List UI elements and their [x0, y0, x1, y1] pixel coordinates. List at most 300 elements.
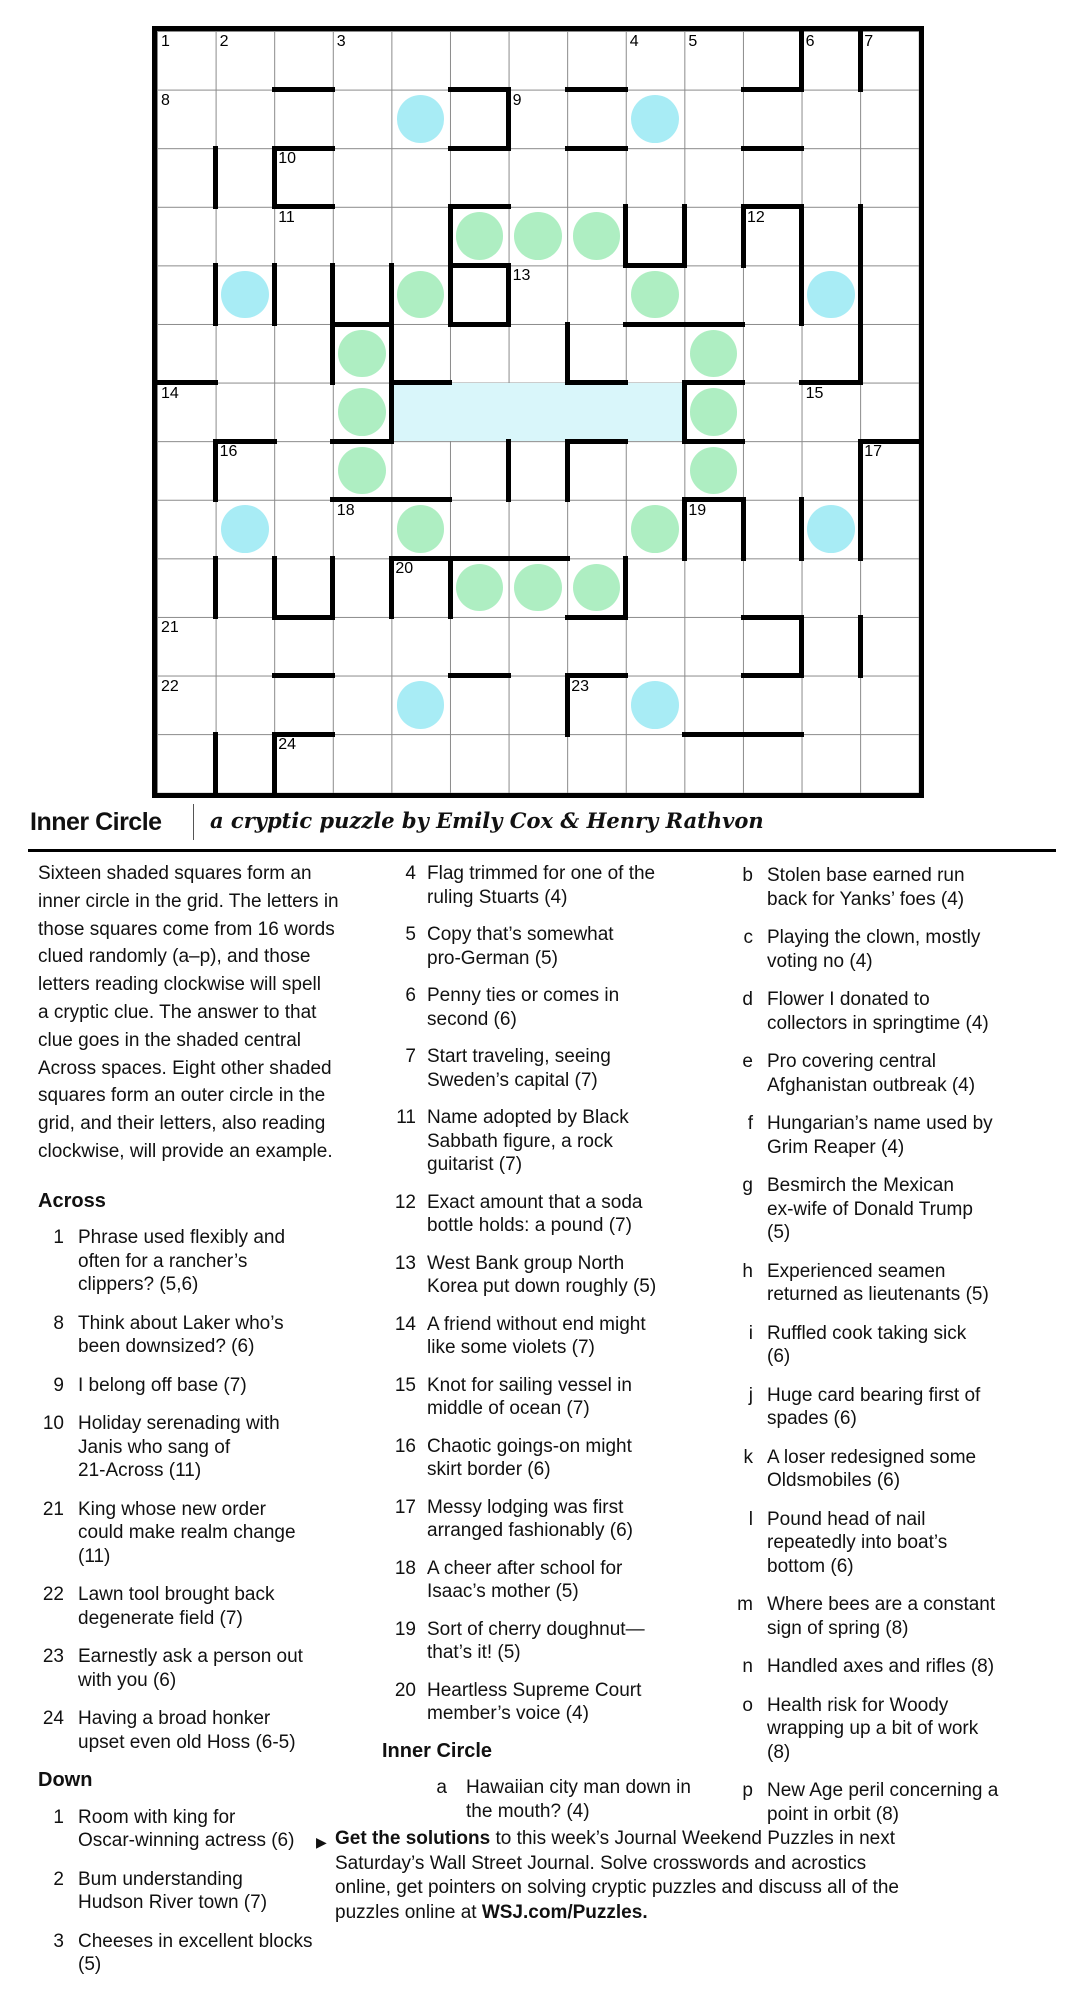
crossword-grid[interactable] — [152, 26, 924, 798]
clue-line: bottle holds: a pound (7) — [427, 1215, 632, 1236]
grid-cell-number: 8 — [161, 91, 170, 109]
outer-circle-cell[interactable] — [807, 271, 855, 319]
solutions-text: puzzles online at — [335, 1901, 482, 1923]
grid-cell-number: 23 — [571, 677, 589, 695]
inner-circle-cell[interactable] — [456, 564, 504, 612]
clue-line: Flag trimmed for one of the — [427, 863, 656, 884]
clue-line: guitarist (7) — [427, 1154, 523, 1175]
clue-line: West Bank group North — [427, 1252, 625, 1274]
clue-number: e — [742, 1051, 753, 1072]
grid-bar — [858, 322, 863, 386]
clue-number: p — [742, 1780, 753, 1801]
grid-bar — [506, 87, 511, 151]
clue[interactable] — [640, 926, 1084, 973]
grid-bar — [506, 439, 511, 503]
inner-circle-cell[interactable] — [397, 271, 445, 319]
clue-number: a — [436, 1777, 447, 1798]
clue-line: Hudson River town (7) — [78, 1892, 268, 1914]
grid-bar — [448, 263, 512, 268]
clue-line: A friend without end might — [427, 1313, 646, 1335]
clue[interactable] — [38, 1930, 368, 1977]
grid-bar — [799, 29, 804, 93]
outer-circle-cell[interactable] — [631, 681, 679, 729]
grid-bar — [799, 497, 804, 561]
inner-circle-heading: Inner Circle — [382, 1739, 493, 1762]
clue[interactable] — [38, 1645, 368, 1692]
clue[interactable] — [640, 1050, 1084, 1097]
grid-cell-number: 16 — [219, 443, 238, 461]
grid-bar — [741, 497, 746, 561]
grid-cell-number: 10 — [278, 150, 296, 168]
clue-number: 14 — [394, 1313, 416, 1335]
clue[interactable] — [640, 1446, 1084, 1493]
clue-line: Having a broad honker — [78, 1708, 271, 1730]
inner-circle-cell[interactable] — [397, 505, 445, 553]
clue[interactable] — [38, 1374, 368, 1398]
solutions-note — [318, 1827, 1058, 1925]
clue[interactable] — [640, 1593, 1084, 1640]
grid-cell-number: 21 — [161, 619, 179, 636]
clue-line: returned as lieutenants (5) — [767, 1284, 989, 1305]
clue-number: 8 — [53, 1312, 64, 1334]
grid-bar — [272, 732, 277, 796]
clue-line: I belong off base (7) — [78, 1374, 247, 1396]
clue-line: ex-wife of Donald Trump — [767, 1198, 973, 1220]
grid-bar — [330, 322, 335, 386]
grid-bar — [330, 263, 335, 327]
solutions-line — [318, 1901, 1058, 1926]
solutions-text: to this week’s Journal Weekend Puzzles in next — [490, 1828, 896, 1849]
clue-line: spades (6) — [767, 1408, 857, 1429]
clue-number: 15 — [394, 1374, 416, 1396]
clue-line: Holiday serenading with — [78, 1413, 280, 1435]
grid-bar — [741, 146, 805, 151]
inner-circle-cell[interactable] — [514, 564, 562, 612]
grid-bar — [330, 439, 394, 444]
grid-bar — [565, 439, 629, 444]
intro-line: clockwise, will provide an example. — [38, 1140, 333, 1162]
clue-line: ruling Stuarts (4) — [427, 886, 568, 908]
clue-number: 12 — [394, 1191, 416, 1213]
clue-number: c — [743, 927, 753, 948]
grid-cell-number: 7 — [864, 33, 874, 50]
grid-cell-number: 9 — [512, 91, 522, 109]
grid-bar — [389, 497, 453, 502]
grid-cell-number: 17 — [864, 443, 882, 461]
clue-line: repeatedly into boat’s — [767, 1532, 948, 1553]
title-rule — [28, 849, 1056, 852]
grid-bar — [272, 615, 336, 620]
grid-bar — [389, 556, 394, 620]
grid-bar — [682, 380, 746, 385]
clue-line: Hawaiian city man down in — [466, 1777, 691, 1798]
grid-bar — [623, 263, 687, 268]
clue-number: n — [742, 1656, 753, 1677]
grid-bar — [213, 732, 218, 796]
clue-line: 21-Across (11) — [78, 1460, 202, 1482]
grid-bar — [389, 263, 394, 327]
grid-bar — [682, 380, 687, 444]
clue-line: Pound head of nail — [767, 1508, 926, 1530]
grid-bar — [506, 263, 511, 327]
clue-number: 7 — [405, 1046, 416, 1067]
clue-number: f — [747, 1113, 753, 1134]
grid-cell-number: 19 — [688, 501, 707, 519]
grid-bar — [682, 439, 746, 444]
clue-line: member’s voice (4) — [427, 1703, 589, 1724]
clue-line: often for a rancher’s — [78, 1250, 248, 1272]
clue-line: Playing the clown, mostly — [767, 927, 981, 948]
grid-bar — [741, 615, 805, 620]
grid-bar — [389, 380, 453, 385]
clue-line: Afghanistan outbreak (4) — [767, 1074, 976, 1096]
clue-line: with you (6) — [78, 1669, 177, 1691]
solutions-line: online, get pointers on solving cryptic puzzles and discuss all of the — [335, 1877, 899, 1898]
clue-line: Sort of cherry doughnut— — [427, 1618, 645, 1640]
clue-number: 6 — [405, 985, 416, 1006]
clue-line: skirt border (6) — [427, 1459, 551, 1480]
intro-line: inner circle in the grid. The letters in — [38, 890, 339, 912]
inner-circle-cell[interactable] — [514, 212, 562, 260]
clue-line: back for Yanks’ foes (4) — [767, 888, 965, 910]
clue-line: Pro covering central — [767, 1051, 936, 1072]
clue-line: could make realm change — [78, 1522, 296, 1544]
clue-line: Think about Laker who’s — [78, 1312, 284, 1334]
clue-number: 2 — [53, 1868, 64, 1890]
clue-line: A loser redesigned some — [767, 1446, 977, 1468]
clue-line: Grim Reaper (4) — [767, 1136, 905, 1158]
grid-bar — [272, 673, 336, 678]
clue-number: 18 — [394, 1557, 416, 1579]
grid-bar — [565, 380, 629, 385]
grid-bar — [741, 204, 746, 268]
clue-number: h — [742, 1260, 753, 1282]
clue-line: voting no (4) — [767, 950, 873, 972]
clue-line: Huge card bearing first of — [767, 1384, 981, 1406]
grid-bar — [623, 322, 687, 327]
grid-bar — [858, 615, 863, 679]
clue-number: 4 — [405, 863, 416, 884]
inner-circle-cell[interactable] — [631, 505, 679, 553]
grid-bar — [330, 322, 394, 327]
grid-cell-number: 3 — [336, 33, 346, 50]
grid-bar — [565, 146, 629, 151]
clue-line: (8) — [767, 1741, 791, 1763]
clue-line: upset even old Hoss (6-5) — [78, 1731, 296, 1753]
puzzle-byline: a cryptic puzzle by Emily Cox & Henry Rathvon — [210, 808, 764, 833]
clue-number: b — [742, 865, 753, 886]
clue-line: wrapping up a bit of work — [767, 1718, 979, 1739]
across-heading: Across — [38, 1189, 106, 1212]
clue[interactable] — [38, 1412, 368, 1483]
grid-bar — [565, 439, 570, 503]
inner-circle-cell[interactable] — [690, 330, 738, 378]
clue-line: New Age peril concerning a — [767, 1780, 999, 1801]
clue-line: Oldsmobiles (6) — [767, 1470, 901, 1491]
clue[interactable] — [640, 1694, 1084, 1765]
grid-bar — [858, 439, 863, 503]
grid-cell-number: 1 — [161, 33, 170, 50]
intro-line: those squares come from 16 words — [38, 918, 335, 940]
grid-bar — [448, 322, 512, 327]
grid-bar — [682, 497, 687, 561]
clue-line: Name adopted by Black — [427, 1107, 629, 1128]
intro-line: clue goes in the shaded central — [38, 1029, 302, 1051]
grid-bar — [448, 556, 453, 620]
solutions-line: Saturday’s Wall Street Journal. Solve crosswords and acrostics — [335, 1852, 867, 1874]
clue-number: 9 — [53, 1374, 64, 1396]
clue-line: Exact amount that a soda — [427, 1191, 643, 1213]
intro-line: clued randomly (a–p), and those — [38, 946, 311, 968]
grid-cell-number: 22 — [161, 677, 179, 695]
grid-bar — [623, 556, 628, 620]
clue[interactable] — [640, 1508, 1084, 1579]
clue-number: 21 — [42, 1498, 64, 1520]
intro-line: letters reading clockwise will spell — [38, 974, 321, 996]
clue-number: d — [742, 989, 753, 1010]
clue-line: sign of spring (8) — [767, 1617, 909, 1639]
grid-bar — [389, 380, 394, 444]
clue-number: o — [742, 1694, 753, 1716]
clue-line: Phrase used flexibly and — [78, 1227, 286, 1249]
clue-line: Heartless Supreme Court — [427, 1679, 642, 1701]
grid-bar — [682, 204, 687, 268]
inner-circle-cell[interactable] — [690, 388, 738, 436]
clue-number: g — [742, 1175, 753, 1196]
clue[interactable] — [640, 864, 1084, 911]
clue[interactable] — [38, 1498, 368, 1569]
clue-number: 22 — [42, 1584, 64, 1606]
solutions-bold: Get the solutions — [335, 1828, 491, 1849]
clue[interactable] — [640, 1174, 1084, 1245]
clue-line: Cheeses in excellent blocks — [78, 1930, 313, 1952]
clue-line: Isaac’s mother (5) — [427, 1581, 579, 1602]
clue[interactable] — [640, 1384, 1084, 1431]
clue-line: Knot for sailing vessel in — [427, 1374, 632, 1396]
clue-line: Start traveling, seeing — [427, 1046, 611, 1067]
clue-line: collectors in springtime (4) — [767, 1012, 989, 1034]
clue-number: 13 — [394, 1252, 416, 1274]
arrow-bullet-icon: ▶ — [316, 1834, 327, 1850]
clue-line: Earnestly ask a person out — [78, 1646, 303, 1668]
clue-number: m — [737, 1594, 753, 1615]
clue-line: A cheer after school for — [427, 1557, 623, 1579]
grid-bar — [448, 204, 512, 209]
clue[interactable] — [38, 1312, 368, 1359]
clue-line: Oscar-winning actress (6) — [78, 1830, 295, 1852]
clue-line: (5) — [767, 1222, 791, 1243]
clue-number: 20 — [394, 1679, 416, 1701]
grid-bar — [272, 263, 277, 327]
clue-line: Sweden’s capital (7) — [427, 1069, 598, 1091]
right-column — [640, 864, 1084, 1841]
inner-circle-cell[interactable] — [690, 447, 738, 495]
clue-line: been downsized? (6) — [78, 1336, 255, 1358]
grid-bar — [858, 497, 863, 561]
grid-bar — [682, 322, 746, 327]
clue-line: Bum understanding — [78, 1868, 243, 1890]
grid-bar — [623, 204, 628, 268]
clue-line: Janis who sang of — [78, 1436, 231, 1458]
clue-line: Lawn tool brought back — [78, 1584, 275, 1606]
intro-line: Sixteen shaded squares form an — [38, 863, 312, 884]
clue-line: that’s it! (5) — [427, 1642, 521, 1663]
grid-bar — [565, 615, 629, 620]
clue-line: Room with king for — [78, 1806, 236, 1828]
grid-bar — [799, 263, 804, 327]
grid-bar — [506, 556, 570, 561]
outer-circle-cell[interactable] — [631, 95, 679, 143]
instructions-paragraph — [38, 860, 368, 1166]
grid-bar — [448, 146, 512, 151]
clue-line: Chaotic goings-on might — [427, 1435, 632, 1457]
grid-bar — [858, 263, 863, 327]
clue-line: Ruffled cook taking sick — [767, 1322, 967, 1344]
grid-cell-number: 13 — [512, 267, 531, 285]
clue-line: clippers? (5,6) — [78, 1274, 199, 1296]
clue-number: 24 — [42, 1708, 64, 1730]
grid-bar — [213, 439, 218, 503]
grid-bar — [272, 556, 277, 620]
clue-number: 5 — [405, 924, 416, 945]
clue-line: second (6) — [427, 1008, 517, 1030]
clue-line: point in orbit (8) — [767, 1803, 900, 1825]
grid-bar — [741, 87, 805, 92]
clue-line: Besmirch the Mexican — [767, 1175, 954, 1196]
inner-circle-cell[interactable] — [573, 564, 621, 612]
grid-bar — [741, 673, 805, 678]
grid-cell-number: 18 — [336, 501, 355, 519]
inner-circle-cell[interactable] — [338, 388, 386, 436]
grid-cell-number: 4 — [629, 33, 639, 50]
title-divider — [193, 804, 194, 840]
clue-line: Experienced seamen — [767, 1260, 946, 1282]
clue[interactable] — [640, 1112, 1084, 1159]
grid-bar — [565, 322, 570, 386]
solutions-line — [318, 1827, 1058, 1852]
grid-bar — [799, 615, 804, 679]
clue-line: King whose new order — [78, 1498, 266, 1520]
grid-cell-number: 15 — [805, 384, 824, 402]
clue-line: Stolen base earned run — [767, 865, 965, 886]
grid-bar — [213, 146, 218, 210]
clue-line: Handled axes and rifles (8) — [767, 1656, 995, 1677]
clue[interactable] — [640, 1322, 1084, 1369]
intro-line: squares form an outer circle in the — [38, 1085, 326, 1107]
clue-number: 11 — [396, 1107, 416, 1128]
clue-number: 10 — [42, 1413, 64, 1435]
grid-cell-number: 6 — [805, 33, 815, 50]
left-column — [38, 860, 368, 1992]
grid-bar — [448, 556, 512, 561]
clue-line: middle of ocean (7) — [427, 1398, 590, 1419]
inner-circle-cell[interactable] — [631, 271, 679, 319]
center-answer-strip[interactable] — [391, 383, 684, 442]
clue[interactable] — [640, 1779, 1084, 1826]
clue-number: k — [743, 1446, 753, 1468]
clue[interactable] — [38, 1707, 368, 1754]
letter-clue-list — [640, 864, 1084, 1826]
solutions-link[interactable]: WSJ.com/Puzzles. — [481, 1901, 648, 1923]
intro-line: grid, and their letters, also reading — [38, 1113, 326, 1135]
clue-number: 1 — [53, 1227, 64, 1249]
grid-bar — [565, 673, 570, 737]
outer-circle-cell[interactable] — [397, 95, 445, 143]
inner-circle-cell[interactable] — [338, 447, 386, 495]
grid-bar — [272, 146, 277, 210]
grid-cell-number: 12 — [747, 208, 765, 226]
clue[interactable] — [640, 1260, 1084, 1307]
clue-line: the mouth? (4) — [466, 1800, 590, 1822]
clue-line: arranged fashionably (6) — [427, 1520, 633, 1541]
clue-number: i — [748, 1322, 753, 1344]
across-clue-list — [38, 1226, 368, 1754]
grid-bar — [448, 263, 453, 327]
outer-circle-cell[interactable] — [221, 271, 269, 319]
inner-circle-cell[interactable] — [456, 212, 504, 260]
clue[interactable] — [38, 1226, 368, 1297]
clue-line: Copy that’s somewhat — [427, 924, 614, 945]
grid-bar — [858, 204, 863, 268]
down-heading: Down — [38, 1769, 93, 1792]
outer-circle-cell[interactable] — [397, 681, 445, 729]
intro-line: a cryptic clue. The answer to that — [38, 1001, 317, 1023]
clue-number: 1 — [53, 1806, 64, 1828]
inner-circle-cell[interactable] — [338, 330, 386, 378]
grid-bar — [858, 29, 863, 93]
clue-line: bottom (6) — [767, 1555, 854, 1577]
grid-cell-number: 14 — [161, 384, 179, 402]
clue-number: 19 — [394, 1618, 416, 1640]
clue-line: Penny ties or comes in — [427, 985, 620, 1006]
puzzle-title: Inner Circle — [30, 808, 162, 836]
grid-bar — [272, 87, 336, 92]
clue-line: (5) — [78, 1954, 102, 1976]
clue[interactable] — [640, 1655, 1084, 1679]
clue-line: Messy lodging was first — [427, 1496, 624, 1518]
grid-bar — [799, 204, 804, 268]
outer-circle-cell[interactable] — [807, 505, 855, 553]
grid-bar — [389, 322, 394, 386]
clue-number: j — [748, 1384, 753, 1406]
grid-bar — [741, 732, 805, 737]
grid-cell-number: 11 — [278, 208, 295, 226]
grid-bar — [213, 263, 218, 327]
grid-bar — [448, 673, 512, 678]
clue-line: Health risk for Woody — [767, 1694, 949, 1716]
clue[interactable] — [38, 1583, 368, 1630]
clue[interactable] — [640, 988, 1084, 1035]
clue-line: Hungarian’s name used by — [767, 1113, 993, 1134]
clue-line: Where bees are a constant — [767, 1594, 996, 1615]
outer-circle-cell[interactable] — [221, 505, 269, 553]
grid-bar — [565, 87, 629, 92]
inner-circle-cell[interactable] — [573, 212, 621, 260]
clue-line: Flower I donated to — [767, 989, 930, 1010]
clue-number: 3 — [53, 1930, 64, 1952]
clue-number: 23 — [42, 1646, 64, 1668]
clue-line: pro-German (5) — [427, 947, 558, 969]
clue-line: like some violets (7) — [427, 1337, 595, 1358]
clue-line: Korea put down roughly (5) — [427, 1276, 657, 1297]
grid-bar — [448, 87, 512, 92]
clue-number: 16 — [394, 1435, 416, 1457]
clue-number: l — [748, 1508, 753, 1530]
grid-bar — [330, 556, 335, 620]
clue-line: (6) — [767, 1346, 791, 1367]
grid-bar — [213, 556, 218, 620]
grid-cell-number: 2 — [219, 33, 229, 50]
